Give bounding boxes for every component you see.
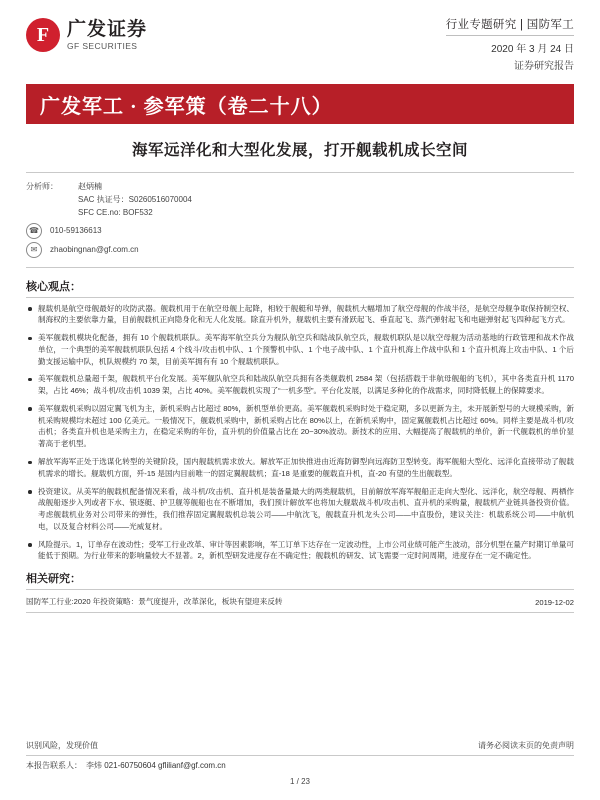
mail-icon: ✉ <box>26 242 42 258</box>
list-item: 美军舰载机总量超千架，舰载机平台化发展。美军舰队航空兵和陆战队航空兵拥有各类舰载机 2584 架（包括搭载于非航母舰船的飞机），其中各类直升机 1170 架，占比 46%；战斗机/攻击机 1039 架，占比 40%。美军舰载机实现了“一机多型”。平台化发展，以满足多种化的作战需求，同时降低舰上的保障要求。 <box>26 373 574 397</box>
footer-top-row <box>26 740 574 756</box>
core-views-list <box>26 303 574 563</box>
header-meta <box>446 14 574 72</box>
analyst-phone: 010-59136613 <box>50 226 102 236</box>
analyst-name-row <box>26 181 574 192</box>
report-category: 行业专题研究 | 国防军工 <box>446 16 574 36</box>
analyst-phone-row <box>26 223 574 239</box>
related-research-heading: 相关研究： <box>26 570 574 590</box>
analyst-role-label: 分析师： <box>26 181 58 191</box>
page-header <box>26 0 574 72</box>
related-research-date: 2019-12-02 <box>535 598 574 608</box>
brand-logo <box>26 18 147 52</box>
brand-text <box>67 20 147 51</box>
analyst-sfc: SFC CE.no: BOF532 <box>78 207 153 217</box>
list-item: 美军舰载机模块化配备，拥有 10 个舰载机联队。美军海军航空兵分为舰队航空兵和陆战队航空兵，舰载机联队是以航空母舰为活动基地的行政管理和战术作战单位，一个典型的美军舰载机联队包括 4 个线斗/攻击机中队、1 个预警机中队、1 个电子战中队、1 个直升机海上作战中队和 1 个直升机海上攻击中队、1 个后勤支援运输中队，机队规模约 70 架，目前美军拥有有 10 个舰载机联队。 <box>26 332 574 367</box>
list-item: 舰载机是航空母舰最好的攻防武器。舰载机用于在航空母舰上起降，相较于舰艇和导弹，舰载机大幅增加了航空母舰的作战半径，是航空母舰争取保持制空权、制海权的主要依靠力量，目前舰载机正向隐身化和无人化发展。除直升机外，舰载机主要有滑跃起飞、垂直起飞、蒸汽弹射起飞和电磁弹射起飞四种起飞方式。 <box>26 303 574 327</box>
brand-name-cn: 广发证券 <box>67 18 148 40</box>
analyst-name: 赵炳楠 <box>78 181 102 191</box>
list-item: 美军舰载机采购以固定翼飞机为主，新机采购占比超过 80%，新机型单价更高。美军舰载机采购时处于稳定期，多以更新为主，未开展新型号的大规模采购，新机采购规模均未超过 100 亿美元。一般情况下，舰载机采购中，新机采购占比在 80%以上，在新机采购中，固定翼舰载机占比超过 60%。同样主要是战斗机/攻击机；各类直升机也是采购主力，在稳定采购的年份，直升机的价值量占比在 20~30%波动。新技术的应用、大幅提高了舰载机的单价，新一代舰载机的单价显著高于老机型。 <box>26 403 574 450</box>
analyst-info <box>26 172 574 268</box>
phone-icon: ☎ <box>26 223 42 239</box>
analyst-email-row <box>26 242 574 258</box>
list-item: 解放军海军正处于选谋化转型的关键阶段，国内舰载机需求放大。解放军正加快推进由近海防御型向远海防卫型转变。海军舰船大型化、远洋化直接带动了舰载机需求的增长。舰载机方面，歼-15 是国内目前唯一的固定翼舰载机；直-18 是重要的舰载直升机，直-20 有望的生出舰载型。 <box>26 456 574 480</box>
report-title-bar: 广发军工 · 参军策（卷二十八） <box>26 84 574 124</box>
footer-slogan: 识别风险，发现价值 <box>26 741 98 750</box>
brand-name-en: GF SECURITIES <box>67 40 138 51</box>
footer-contact-detail: 李炜 021-60750604 gflilianf@gf.com.cn <box>86 761 226 770</box>
report-type: 证券研究报告 <box>514 61 574 72</box>
analyst-sac: SAC 执证号：S0260516070004 <box>78 195 192 204</box>
report-date: 2020 年 3 月 24 日 <box>491 44 574 55</box>
related-research-title[interactable]: 国防军工行业:2020 年投资策略：景气度提升，改革深化，板块有望迎来反转 <box>26 597 283 607</box>
related-research-row[interactable] <box>26 590 574 613</box>
footer-disclaimer: 请务必阅读末页的免责声明 <box>478 741 574 750</box>
footer-bottom-row <box>26 756 574 771</box>
page-number: 1 / 23 <box>289 777 310 786</box>
footer-contact-label: 本报告联系人： <box>26 761 82 770</box>
list-item: 风险提示。1，订单存在波动性；受军工行业改革、审计等因素影响，军工订单下达存在一定波动性，上市公司业绩可能产生波动，部分机型在量产时期订单量可能低于预期。为行业带来的影响量较大不显著。2，新机型研发进度存在不确定性；舰载机的研发、试飞需要一定时间周期，进度存在一定不确定性。 <box>26 539 574 563</box>
report-subtitle: 海军远洋化和大型化发展，打开舰载机成长空间 <box>131 142 468 159</box>
list-item: 投资建议。从美军的舰载机配备情况来看，战斗机/攻击机、直升机是装备量最大的两类舰载机，目前解放军海军舰船正走向大型化、远洋化，航空母舰、两栖作战舰船逐步入列或者下水、银逐艇、护卫舰等舰船也在不断增加，我们预计解放军也将加大舰载战斗机/攻击机、直升机的采购量，舰载机产业链具备投资价值。考虑舰载机业务对公司带来的弹性，我们推荐固定翼舰载机总装公司——中航沈飞，舰载直升机龙头公司——中直股份，建议关注：机载系统公司——中航机电，以及复合材料公司——光威复材。 <box>26 486 574 533</box>
core-views-heading: 核心观点： <box>26 278 574 298</box>
analyst-email: zhaobingnan@gf.com.cn <box>50 245 139 255</box>
gf-logo-icon: F <box>26 18 60 52</box>
page-footer <box>26 740 574 786</box>
